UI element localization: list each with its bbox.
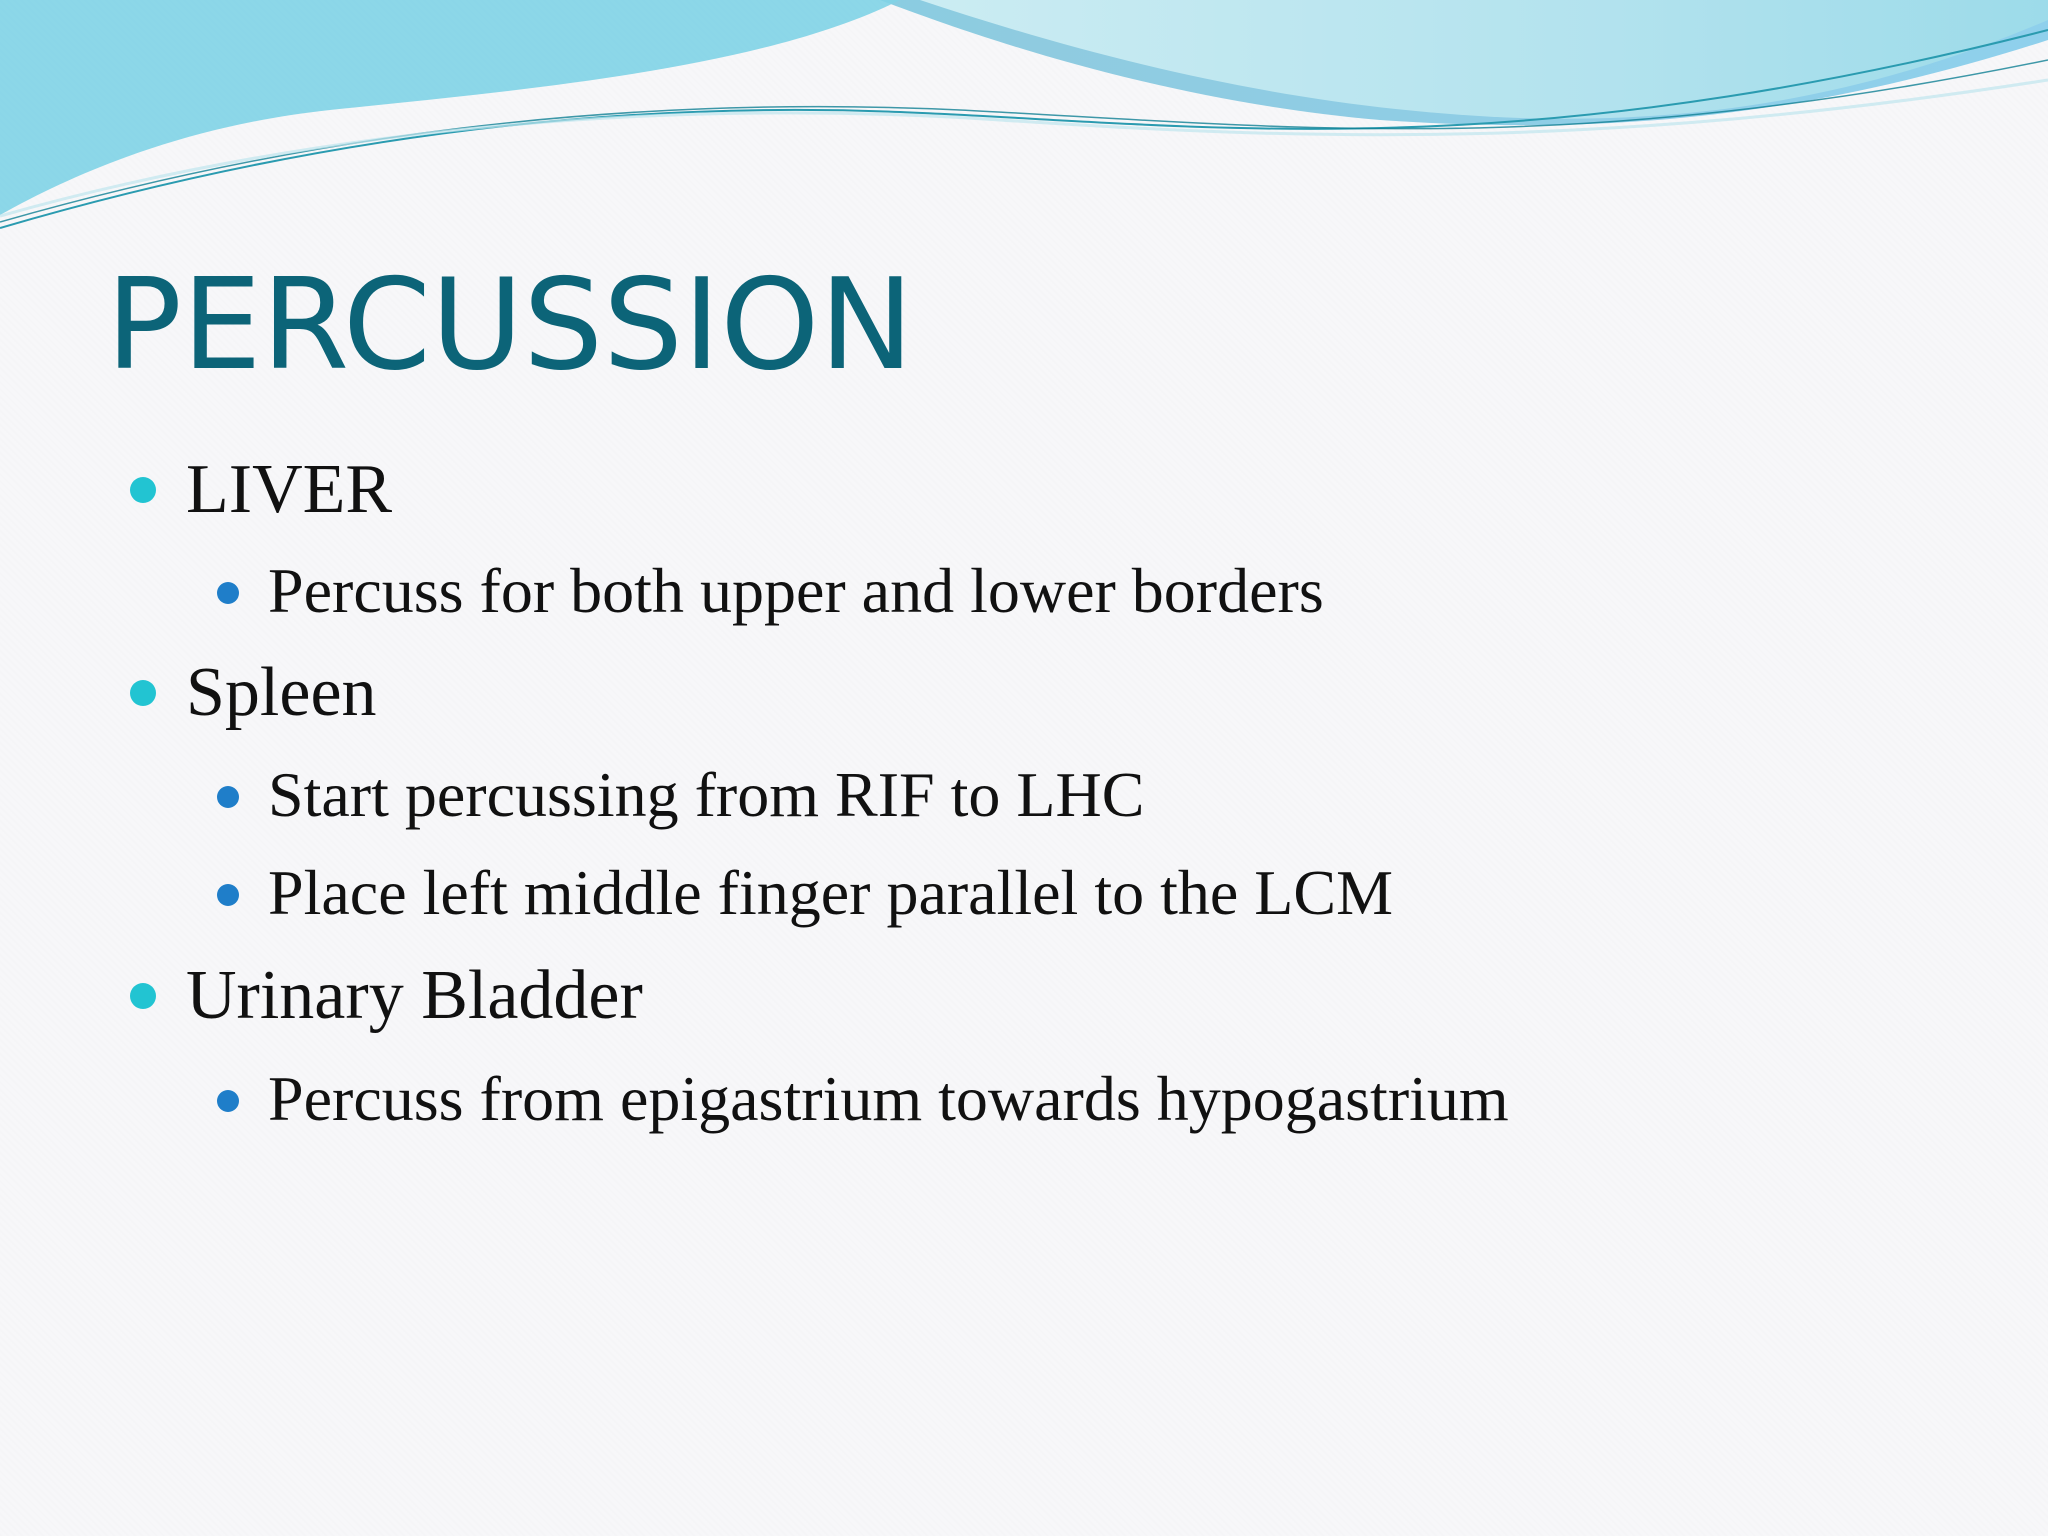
bullet-dot-level2 <box>217 1090 239 1112</box>
bullet-dot-level2 <box>217 582 239 604</box>
list-subitem: Percuss for both upper and lower borders <box>268 555 1324 626</box>
bullet-dot-level1 <box>130 477 156 503</box>
list-subitem: Percuss from epigastrium towards hypogastrium <box>268 1063 1509 1134</box>
list-subitem: Place left middle finger parallel to the LCM <box>268 857 1393 928</box>
list-item-urinary-bladder: Urinary Bladder <box>186 957 643 1034</box>
slide-title: PERCUSSION <box>106 251 914 398</box>
bullet-dot-level1 <box>130 680 156 706</box>
bullet-dot-level1 <box>130 983 156 1009</box>
bullet-dot-level2 <box>217 786 239 808</box>
bullet-dot-level2 <box>217 884 239 906</box>
list-item-liver: LIVER <box>186 451 393 528</box>
list-subitem: Start percussing from RIF to LHC <box>268 759 1145 830</box>
list-item-spleen: Spleen <box>186 654 377 731</box>
